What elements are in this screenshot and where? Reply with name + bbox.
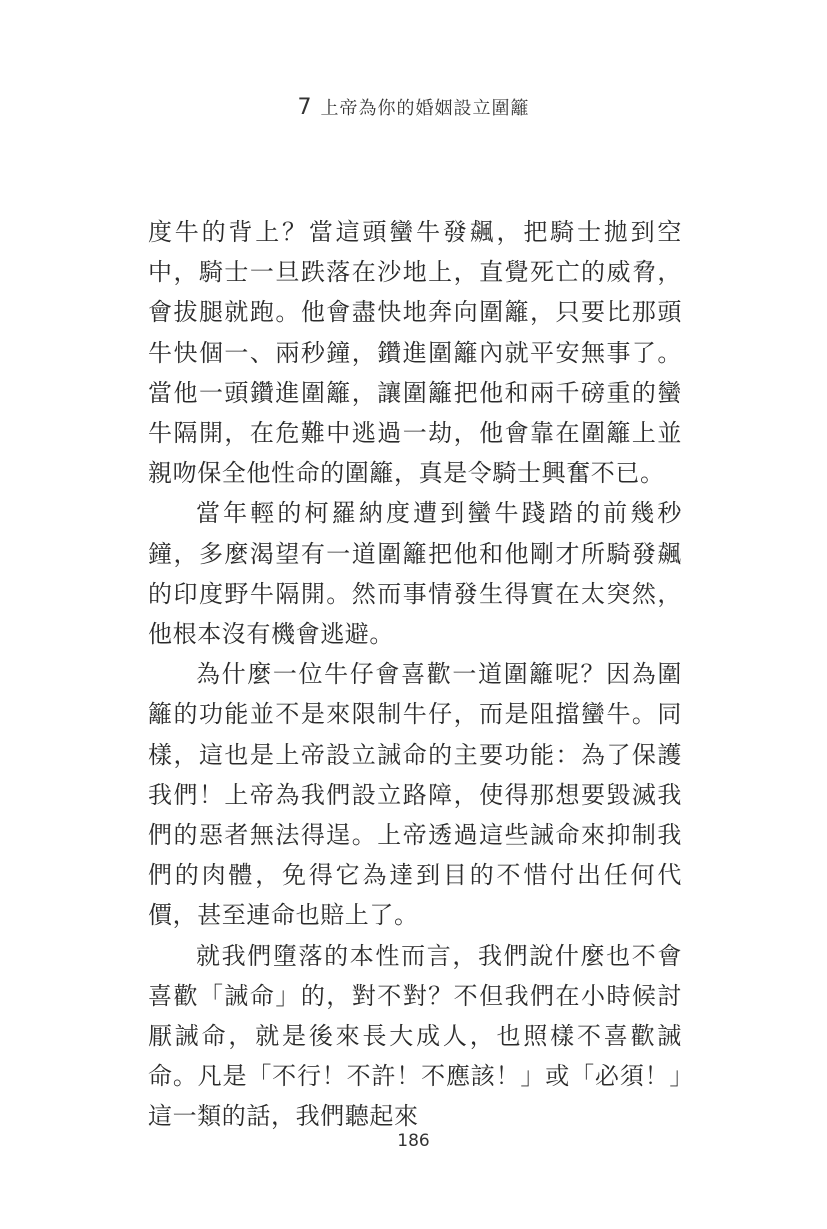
chapter-title: 上帝為你的婚姻設立圍籬 [320,98,530,119]
paragraph: 當年輕的柯羅納度遭到蠻牛踐踏的前幾秒鐘，多麼渴望有一道圍籬把他和他剛才所騎發飆的印度野牛隔開。然而事情發生得實在太突然，他根本沒有機會逃避。 [148,499,682,649]
paragraph-continued: 度牛的背上？當這頭蠻牛發飆，把騎士拋到空中，騎士一旦跌落在沙地上，直覺死亡的威脅，會拔腿就跑。他會盡快地奔向圍籬，只要比那頭牛快個一、兩秒鐘，鑽進圍籬內就平安無事了。當他一頭鑽進圍籬，讓圍籬把他和兩千磅重的蠻牛隔開，在危難中逃過一劫，他會靠在圍籬上並親吻保全他性命的圍籬，真是令騎士興奮不已。 [148,218,682,488]
running-header [0,94,827,120]
body-text [148,212,682,1137]
page-number: 186 [397,1131,430,1151]
chapter-number: 7 [297,95,313,120]
paragraph: 就我們墮落的本性而言，我們說什麼也不會喜歡「誡命」的，對不對？不但我們在小時候討厭誡命，就是後來長大成人，也照樣不喜歡誡命。凡是「不行！不許！不應該！」或「必須！」這一類的話，我們聽起來 [148,941,682,1131]
paragraph: 為什麼一位牛仔會喜歡一道圍籬呢？因為圍籬的功能並不是來限制牛仔，而是阻擋蠻牛。同樣，這也是上帝設立誡命的主要功能：為了保護我們！上帝為我們設立路障，使得那想要毀滅我們的惡者無法得逞。上帝透過這些誡命來抑制我們的肉體，免得它為達到目的不惜付出任何代價，甚至連命也賠上了。 [148,660,682,930]
